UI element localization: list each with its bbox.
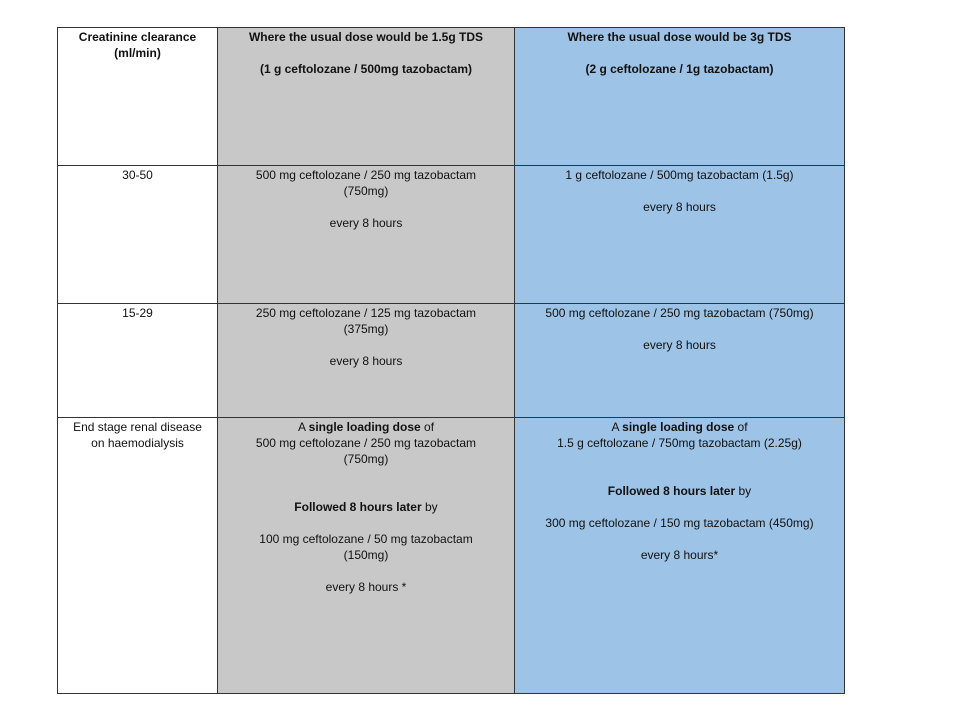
clearance-cell	[58, 418, 218, 694]
header-usual-dose-1-5g	[218, 28, 515, 166]
maintenance-dose-total: (150mg)	[343, 548, 389, 562]
clearance-value-line1: End stage renal disease	[73, 420, 202, 434]
loading-dose-text: 500 mg ceftolozane / 250 mg tazobactam	[255, 436, 477, 450]
header-usual-dose-3g	[515, 28, 845, 166]
loading-dose-label: A single loading dose of	[611, 420, 748, 434]
table-row	[58, 166, 845, 304]
dose-text: 1 g ceftolozane / 500mg tazobactam (1.5g)	[565, 168, 794, 182]
dosing-table	[57, 27, 845, 694]
dose-text: 250 mg ceftolozane / 125 mg tazobactam	[255, 306, 477, 320]
followed-label: Followed 8 hours later by	[294, 500, 438, 514]
dose-frequency: every 8 hours	[329, 216, 403, 230]
dose-frequency: every 8 hours	[643, 200, 716, 214]
clearance-cell	[58, 304, 218, 418]
dose-text: 500 mg ceftolozane / 250 mg tazobactam (750mg)	[545, 306, 814, 320]
loading-dose-total: (750mg)	[343, 452, 389, 466]
dose-1-5g-cell	[218, 166, 515, 304]
header-row	[58, 28, 845, 166]
dose-frequency: every 8 hours	[643, 338, 716, 352]
header-col2-line2: (1 g ceftolozane / 500mg tazobactam)	[259, 62, 473, 76]
dose-frequency: every 8 hours*	[640, 548, 719, 562]
maintenance-dose-text: 300 mg ceftolozane / 150 mg tazobactam (450mg)	[545, 516, 814, 530]
dose-1-5g-cell	[218, 304, 515, 418]
clearance-value: 15-29	[122, 306, 153, 320]
loading-dose-text: 1.5 g ceftolozane / 750mg tazobactam (2.25g)	[557, 436, 802, 450]
loading-dose-label: A single loading dose of	[297, 420, 435, 434]
dose-total: (750mg)	[343, 184, 389, 198]
clearance-value: 30-50	[122, 168, 153, 182]
dose-total: (375mg)	[343, 322, 389, 336]
followed-label: Followed 8 hours later by	[607, 484, 752, 498]
header-col3-line2: (2 g ceftolozane / 1g tazobactam)	[585, 62, 774, 76]
header-col2-line1: Where the usual dose would be 1.5g TDS	[248, 30, 484, 44]
clearance-value-line2: on haemodialysis	[91, 436, 184, 450]
dose-3g-cell	[515, 304, 845, 418]
dose-3g-cell	[515, 418, 845, 694]
header-col1-line2: (ml/min)	[114, 46, 161, 60]
header-col3-line1: Where the usual dose would be 3g TDS	[567, 30, 792, 44]
dose-3g-cell	[515, 166, 845, 304]
header-col1-line1: Creatinine clearance	[78, 30, 197, 44]
dose-frequency: every 8 hours	[329, 354, 403, 368]
maintenance-dose-text: 100 mg ceftolozane / 50 mg tazobactam	[259, 532, 473, 546]
clearance-cell	[58, 166, 218, 304]
dose-frequency: every 8 hours *	[325, 580, 407, 594]
dose-1-5g-cell	[218, 418, 515, 694]
dose-text: 500 mg ceftolozane / 250 mg tazobactam	[255, 168, 477, 182]
table-row	[58, 304, 845, 418]
table-row	[58, 418, 845, 694]
header-creatinine-clearance	[58, 28, 218, 166]
